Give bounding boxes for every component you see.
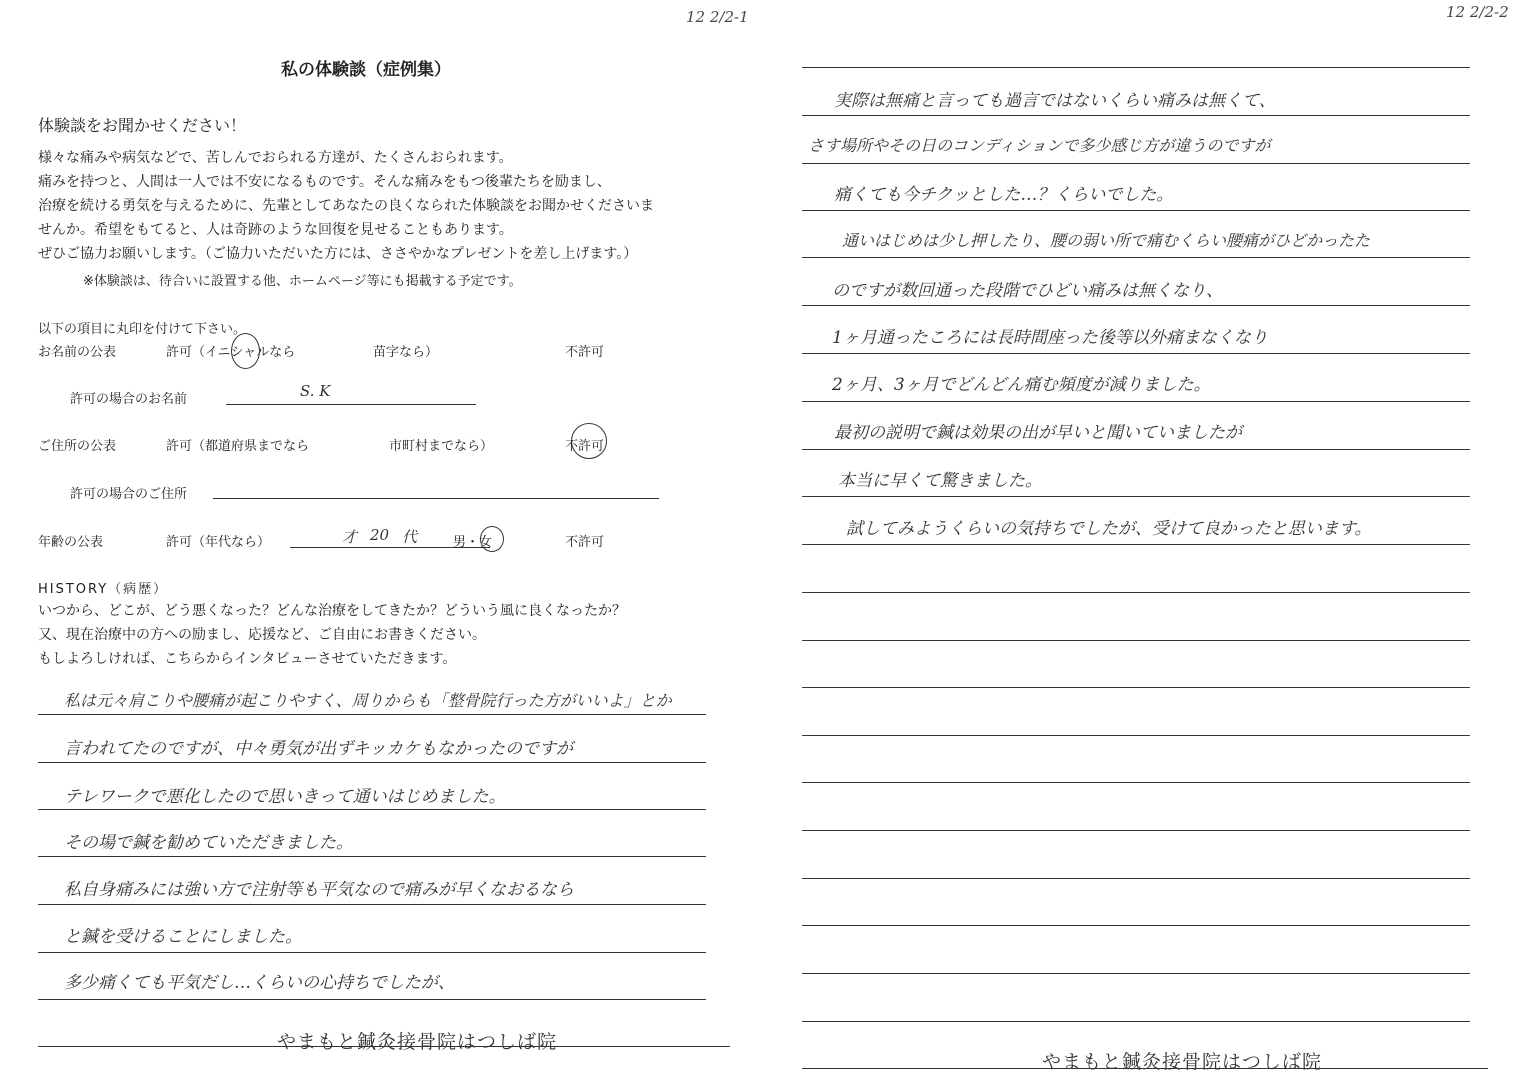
- ruled-line: [802, 496, 1470, 497]
- handwritten-line: さす場所やその日のコンディションで多少感じ方が違うのですが: [808, 136, 1271, 155]
- ruled-line: [38, 952, 706, 953]
- selection-circle: [571, 423, 607, 459]
- handwritten-line: 私は元々肩こりや腰痛が起こりやすく、周りからも「整骨院行った方がいいよ」とか: [64, 691, 672, 710]
- underline: [213, 498, 659, 499]
- form-page-2: [768, 0, 1536, 1080]
- option-deny-age[interactable]: 不許可: [565, 535, 605, 550]
- ruled-line: [38, 856, 706, 857]
- ruled-line: [802, 353, 1470, 354]
- intro-line: 痛みを持つと、人間は一人では不安になるものです。そんな痛みをもつ後輩たちを励まし、: [38, 174, 611, 190]
- ruled-line: [802, 640, 1470, 641]
- handwritten-line: 1ヶ月通ったころには長時間座った後等以外痛まなくなり: [832, 328, 1268, 348]
- selection-circle: [231, 333, 260, 369]
- intro-line: せんか。希望をもてると、人は奇跡のような回復を見せることもあります。: [38, 222, 513, 238]
- handwritten-line: 実際は無痛と言っても過言ではないくらい痛みは無くて、: [834, 91, 1276, 111]
- ruled-line: [802, 401, 1470, 402]
- ruled-line: [802, 735, 1470, 736]
- ruled-line: [802, 305, 1470, 306]
- option-deny-name[interactable]: 不許可: [565, 345, 605, 360]
- ruled-line: [802, 210, 1470, 211]
- name-value[interactable]: S. K: [300, 382, 331, 400]
- ruled-line: [802, 115, 1470, 116]
- intro-line: 治療を続ける勇気を与えるために、先輩としてあなたの良くなられた体験談をお聞かせくださいま: [38, 198, 654, 214]
- ruled-line: [802, 925, 1470, 926]
- option-prefecture[interactable]: 許可（都道府県までなら: [166, 439, 310, 454]
- option-deny-address[interactable]: 不許可: [565, 439, 605, 454]
- history-prompt-line: もしよろしければ、こちらからインタビューさせていただきます。: [38, 651, 457, 667]
- option-initials[interactable]: 許可（イニシャルなら: [166, 345, 296, 360]
- ruled-line: [802, 449, 1470, 450]
- handwritten-line: 多少痛くても平気だし…くらいの心持ちでしたが、: [64, 973, 455, 993]
- handwritten-line: その場で鍼を勧めていただきました。: [64, 833, 353, 853]
- publication-note: ※体験談は、待合いに設置する他、ホームページ等にも掲載する予定です。: [83, 274, 522, 289]
- history-prompt-line: いつから、どこが、どう悪くなった？どんな治療をしてきたか？どういう風に良くなったか？: [38, 603, 626, 619]
- age-value[interactable]: 20: [370, 526, 390, 544]
- address-disclosure-label: ご住所の公表: [38, 439, 117, 454]
- ruled-line: [802, 687, 1470, 688]
- history-heading: HISTORY（病歴）: [38, 582, 169, 597]
- age-unit: 代: [402, 528, 418, 546]
- option-surname[interactable]: 苗字なら）: [373, 345, 439, 360]
- ruled-line: [38, 714, 706, 715]
- ruled-line: [802, 830, 1470, 831]
- ruled-line: [802, 163, 1470, 164]
- intro-line: 様々な痛みや病気などで、苦しんでおられる方達が、たくさんおられます。: [38, 150, 513, 166]
- ruled-line: [802, 1021, 1470, 1022]
- page-number: 12 2/2-2: [1446, 3, 1509, 21]
- ruled-line: [802, 257, 1470, 258]
- gender-options[interactable]: 男・女: [453, 535, 493, 550]
- ruled-line: [38, 762, 706, 763]
- underline: [226, 404, 476, 405]
- ruled-line: [802, 592, 1470, 593]
- ruled-line: [38, 904, 706, 905]
- name-disclosure-label: お名前の公表: [38, 345, 117, 360]
- handwritten-line: 試してみようくらいの気持ちでしたが、受けて良かったと思います。: [846, 519, 1372, 539]
- handwritten-line: テレワークで悪化したので思いきって通いはじめました。: [64, 787, 506, 807]
- clinic-footer: やまもと鍼灸接骨院はつしば院: [1042, 1051, 1323, 1073]
- handwritten-line: 言われてたのですが、中々勇気が出ずキッカケもなかったのですが: [64, 739, 573, 759]
- selection-circle: [480, 526, 504, 552]
- ruled-line: [802, 544, 1470, 545]
- ruled-line: [802, 782, 1470, 783]
- handwritten-line: 痛くても今チクッとした…？くらいでした。: [834, 185, 1174, 205]
- page-title: 私の体験談（症例集）: [281, 60, 451, 80]
- option-city[interactable]: 市町村までなら）: [389, 439, 494, 454]
- age-disclosure-label: 年齢の公表: [38, 535, 104, 550]
- handwritten-line: 私自身痛みには強い方で注射等も平気なので痛みが早くなおるなら: [64, 880, 574, 900]
- handwritten-line: と鍼を受けることにしました。: [64, 927, 302, 947]
- history-prompt-line: 又、現在治療中の方への励まし、応援など、ご自由にお書きください。: [38, 627, 486, 643]
- intro-line: ぜひご協力お願いします。（ご協力いただいた方には、ささやかなプレゼントを差し上げます。）: [38, 246, 638, 262]
- page-number: 12 2/2-1: [686, 8, 749, 26]
- ruled-line: [802, 878, 1470, 879]
- clinic-footer: やまもと鍼灸接骨院はつしば院: [277, 1031, 558, 1053]
- ruled-line: [802, 67, 1470, 68]
- handwritten-line: 通いはじめは少し押したり、腰の弱い所で痛むくらい腰痛がひどかったた: [842, 231, 1371, 250]
- age-suffix: 才: [342, 528, 358, 546]
- handwritten-line: 本当に早くて驚きました。: [838, 471, 1042, 491]
- section-heading: 体験談をお聞かせください！: [38, 116, 247, 135]
- ruled-line: [38, 809, 706, 810]
- option-age-decade[interactable]: 許可（年代なら）: [166, 535, 271, 550]
- ruled-line: [38, 999, 706, 1000]
- handwritten-line: のですが数回通った段階でひどい痛みは無くなり、: [832, 281, 1223, 301]
- address-value-label: 許可の場合のご住所: [70, 487, 188, 502]
- handwritten-line: 2ヶ月、3ヶ月でどんどん痛む頻度が減りました。: [832, 375, 1211, 395]
- name-value-label: 許可の場合のお名前: [70, 392, 188, 407]
- handwritten-line: 最初の説明で鍼は効果の出が早いと聞いていましたが: [834, 423, 1242, 443]
- instruction-text: 以下の項目に丸印を付けて下さい。: [38, 322, 247, 337]
- ruled-line: [802, 973, 1470, 974]
